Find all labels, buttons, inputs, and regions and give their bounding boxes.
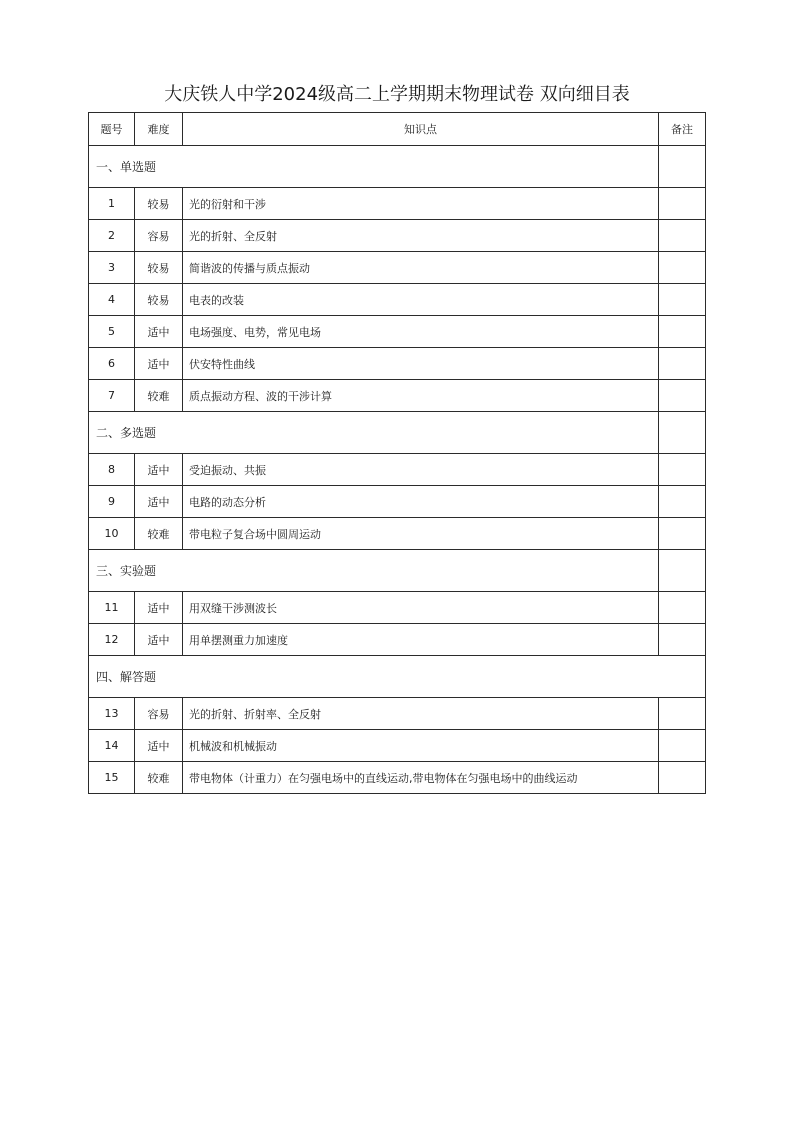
section-row [89, 550, 706, 592]
difficulty-cell: 适中 [135, 730, 183, 762]
difficulty-cell: 较易 [135, 188, 183, 220]
table-row [89, 220, 706, 252]
header-num: 题号 [89, 113, 135, 146]
header-knowledge: 知识点 [183, 113, 659, 146]
question-number: 1 [89, 188, 135, 220]
note-cell [659, 762, 706, 794]
knowledge-cell: 简谐波的传播与质点振动 [183, 252, 659, 284]
note-cell [659, 698, 706, 730]
table-body [89, 146, 706, 794]
header-note: 备注 [659, 113, 706, 146]
difficulty-cell: 适中 [135, 592, 183, 624]
question-number: 4 [89, 284, 135, 316]
question-number: 15 [89, 762, 135, 794]
table-row [89, 252, 706, 284]
difficulty-cell: 适中 [135, 316, 183, 348]
table-row [89, 518, 706, 550]
question-number: 12 [89, 624, 135, 656]
note-cell [659, 412, 706, 454]
note-cell [659, 380, 706, 412]
note-cell [659, 316, 706, 348]
table-row [89, 592, 706, 624]
table-row [89, 380, 706, 412]
table-row [89, 730, 706, 762]
page-title: 大庆铁人中学2024级高二上学期期末物理试卷 双向细目表 [164, 84, 630, 105]
question-number: 9 [89, 486, 135, 518]
question-number: 10 [89, 518, 135, 550]
knowledge-cell: 受迫振动、共振 [183, 454, 659, 486]
table-row [89, 698, 706, 730]
table-row [89, 624, 706, 656]
difficulty-cell: 较易 [135, 252, 183, 284]
question-number: 2 [89, 220, 135, 252]
knowledge-cell: 带电粒子复合场中圆周运动 [183, 518, 659, 550]
difficulty-cell: 容易 [135, 220, 183, 252]
difficulty-cell: 适中 [135, 624, 183, 656]
spec-table [88, 112, 706, 794]
note-cell [659, 454, 706, 486]
note-cell [659, 730, 706, 762]
difficulty-cell: 适中 [135, 486, 183, 518]
section-row [89, 146, 706, 188]
difficulty-cell: 较难 [135, 762, 183, 794]
knowledge-cell: 光的衍射和干涉 [183, 188, 659, 220]
question-number: 6 [89, 348, 135, 380]
knowledge-cell: 伏安特性曲线 [183, 348, 659, 380]
table-row [89, 348, 706, 380]
table-row [89, 188, 706, 220]
knowledge-cell: 光的折射、全反射 [183, 220, 659, 252]
question-number: 3 [89, 252, 135, 284]
note-cell [659, 188, 706, 220]
section-label: 四、解答题 [89, 656, 706, 698]
section-row [89, 412, 706, 454]
note-cell [659, 550, 706, 592]
note-cell [659, 284, 706, 316]
knowledge-cell: 电路的动态分析 [183, 486, 659, 518]
table-row [89, 762, 706, 794]
question-number: 7 [89, 380, 135, 412]
note-cell [659, 146, 706, 188]
header-difficulty: 难度 [135, 113, 183, 146]
difficulty-cell: 容易 [135, 698, 183, 730]
difficulty-cell: 适中 [135, 348, 183, 380]
knowledge-cell: 质点振动方程、波的干涉计算 [183, 380, 659, 412]
knowledge-cell: 电表的改装 [183, 284, 659, 316]
note-cell [659, 348, 706, 380]
knowledge-cell: 电场强度、电势，常见电场 [183, 316, 659, 348]
note-cell [659, 220, 706, 252]
table-row [89, 316, 706, 348]
section-label: 二、多选题 [89, 412, 659, 454]
knowledge-cell: 用双缝干涉测波长 [183, 592, 659, 624]
note-cell [659, 252, 706, 284]
section-label: 三、实验题 [89, 550, 659, 592]
difficulty-cell: 较易 [135, 284, 183, 316]
question-number: 14 [89, 730, 135, 762]
difficulty-cell: 较难 [135, 380, 183, 412]
section-row [89, 656, 706, 698]
question-number: 5 [89, 316, 135, 348]
difficulty-cell: 适中 [135, 454, 183, 486]
knowledge-cell: 用单摆测重力加速度 [183, 624, 659, 656]
table-row [89, 284, 706, 316]
knowledge-cell: 机械波和机械振动 [183, 730, 659, 762]
table-row [89, 454, 706, 486]
question-number: 13 [89, 698, 135, 730]
knowledge-cell: 带电物体（计重力）在匀强电场中的直线运动,带电物体在匀强电场中的曲线运动 [183, 762, 659, 794]
table-row [89, 486, 706, 518]
section-label: 一、单选题 [89, 146, 659, 188]
note-cell [659, 486, 706, 518]
knowledge-cell: 光的折射、折射率、全反射 [183, 698, 659, 730]
question-number: 8 [89, 454, 135, 486]
note-cell [659, 592, 706, 624]
note-cell [659, 518, 706, 550]
difficulty-cell: 较难 [135, 518, 183, 550]
note-cell [659, 624, 706, 656]
table-header [89, 113, 706, 146]
question-number: 11 [89, 592, 135, 624]
